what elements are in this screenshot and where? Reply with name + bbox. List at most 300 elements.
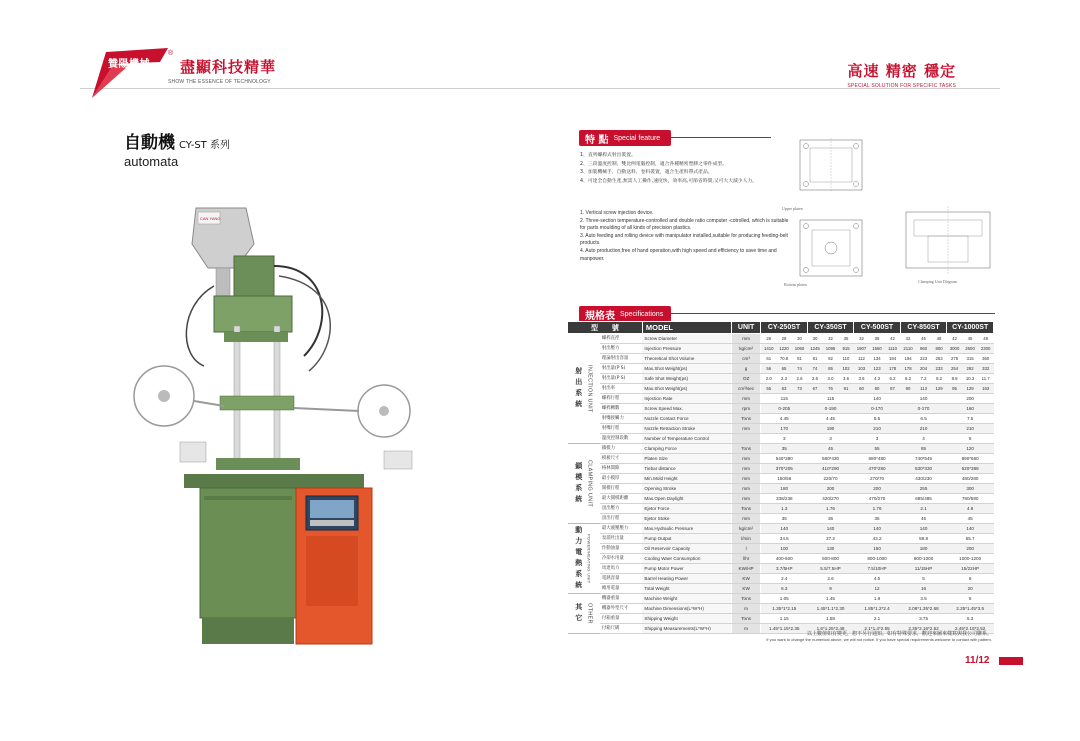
spec-label-en: Opening Stroke bbox=[642, 484, 731, 494]
spec-value: 91 bbox=[838, 384, 854, 394]
spec-value: 1.76 bbox=[854, 504, 901, 514]
spec-label-cn: 泵浦吐出量 bbox=[600, 534, 643, 544]
spec-unit bbox=[731, 434, 760, 444]
page-number-bar bbox=[999, 657, 1023, 665]
spec-row bbox=[568, 334, 994, 344]
spec-value: 150/56 bbox=[761, 474, 808, 484]
spec-value: 7.5 bbox=[947, 414, 994, 424]
spec-value: 200 bbox=[854, 484, 901, 494]
features-tag bbox=[579, 130, 671, 146]
spec-value: 35 bbox=[838, 334, 854, 344]
spec-unit: l/hr bbox=[731, 554, 760, 564]
spec-value: 20 bbox=[947, 584, 994, 594]
spec-label-en: Max.Shot Weight(ps) bbox=[642, 384, 731, 394]
spec-label-en: Pump Motor Power bbox=[642, 564, 731, 574]
spec-value: 55 bbox=[854, 444, 901, 454]
features-tag-cn: 特 點 bbox=[585, 134, 609, 146]
spec-unit: Tons bbox=[731, 594, 760, 604]
spec-value: 76 bbox=[823, 384, 839, 394]
spec-value: 370*205 bbox=[761, 464, 808, 474]
spec-value: 253 bbox=[931, 354, 947, 364]
spec-value: 130 bbox=[807, 544, 854, 554]
spec-value: 5.3 bbox=[947, 614, 994, 624]
spec-unit: m bbox=[731, 624, 760, 634]
spec-value: 420/270 bbox=[807, 494, 854, 504]
spec-value: 1907 bbox=[854, 344, 870, 354]
spec-value: 2600 bbox=[962, 344, 978, 354]
type-header: 型 號 bbox=[568, 322, 643, 334]
spec-value: 2.6 bbox=[807, 574, 854, 584]
spec-value: 56 bbox=[761, 364, 777, 374]
spec-label-en: Nozzle Contact Force bbox=[642, 414, 731, 424]
spec-value: 178 bbox=[885, 364, 901, 374]
spec-row bbox=[568, 604, 994, 614]
spec-value: 210 bbox=[854, 424, 901, 434]
spec-value: 2.6 bbox=[792, 374, 808, 384]
spec-value: 65 bbox=[776, 364, 792, 374]
slogan-en: SPECIAL SOLUTION FOR SPECIFIC TASKS bbox=[847, 83, 956, 89]
spec-value: 1.76 bbox=[807, 504, 854, 514]
spec-value: 800-1000 bbox=[854, 554, 901, 564]
spec-value: 3.0 bbox=[823, 374, 839, 384]
spec-value: 400-600 bbox=[761, 554, 808, 564]
product-title bbox=[124, 128, 230, 169]
spec-row bbox=[568, 474, 994, 484]
spec-value: 178 bbox=[900, 364, 916, 374]
spec-value: 220/70 bbox=[807, 474, 854, 484]
model-header: MODEL bbox=[642, 322, 731, 334]
spec-value: 10.3 bbox=[962, 374, 978, 384]
spec-value: 4.45 bbox=[761, 414, 808, 424]
feature-cn-1: 1、直列螺桿式射出裝置。 bbox=[580, 153, 636, 158]
spec-value: 32 bbox=[823, 334, 839, 344]
brand-logo-text: 贊陽機械 bbox=[108, 59, 150, 70]
spec-value: 170 bbox=[761, 424, 808, 434]
spec-value: 410*290 bbox=[807, 464, 854, 474]
specs-tag-line bbox=[671, 313, 995, 314]
spec-value: 2.35*2.16*2.52 bbox=[900, 624, 947, 634]
spec-value: 204 bbox=[916, 364, 932, 374]
spec-unit: OZ bbox=[731, 374, 760, 384]
spec-value: 42 bbox=[900, 334, 916, 344]
spec-value: 30 bbox=[792, 334, 808, 344]
spec-group-label bbox=[568, 444, 600, 524]
spec-value: 6 bbox=[947, 574, 994, 584]
spec-value: 685/485 bbox=[900, 494, 947, 504]
spec-label-cn: 機器外型尺寸 bbox=[600, 604, 643, 614]
spec-value: 35 bbox=[761, 514, 808, 524]
spec-row bbox=[568, 504, 994, 514]
spec-label-cn: 電熱容量 bbox=[600, 574, 643, 584]
spec-value: 190 bbox=[807, 424, 854, 434]
spec-value: 210 bbox=[900, 424, 947, 434]
registered-mark: ® bbox=[168, 50, 174, 57]
spec-group-label bbox=[568, 334, 600, 444]
spec-value: 35 bbox=[761, 444, 808, 454]
spec-value: 35 bbox=[807, 514, 854, 524]
spec-value: 160 bbox=[947, 404, 994, 414]
spec-value: 129 bbox=[931, 384, 947, 394]
spec-value: 3 bbox=[761, 434, 808, 444]
spec-value: 45 bbox=[962, 334, 978, 344]
spec-label-cn: 射嘴行程 bbox=[600, 424, 643, 434]
spec-value: 134 bbox=[869, 354, 885, 364]
spec-value: 28 bbox=[776, 334, 792, 344]
machine-label: CAN YANG bbox=[200, 216, 221, 221]
machine-illustration bbox=[84, 196, 504, 656]
spec-unit: kg/cm² bbox=[731, 344, 760, 354]
spec-value: 0-170 bbox=[900, 404, 947, 414]
spec-label-en: Screw Speed Max. bbox=[642, 404, 731, 414]
spec-value: 140 bbox=[854, 394, 901, 404]
spec-value: 1560 bbox=[869, 344, 885, 354]
spec-unit: mm bbox=[731, 494, 760, 504]
spec-row bbox=[568, 424, 994, 434]
spec-label-cn: 螺桿轉數 bbox=[600, 404, 643, 414]
spec-value: 1095 bbox=[823, 344, 839, 354]
spec-row bbox=[568, 404, 994, 414]
spec-value: 112 bbox=[854, 354, 870, 364]
feature-en-1: 1. Vertical screw injection device. bbox=[580, 210, 654, 216]
spec-group-label bbox=[568, 594, 600, 634]
brand-tagline-en: SHOW THE ESSENCE OF TECHNOLOGY bbox=[168, 79, 271, 85]
spec-value: 480/280 bbox=[947, 474, 994, 484]
feature-en-3: 3. Auto feeding and rolling device with manipulator installed,suitable for producing feeding-belt products. bbox=[580, 232, 788, 247]
spec-value: 115 bbox=[761, 394, 808, 404]
spec-unit: mm bbox=[731, 514, 760, 524]
spec-value: 2.6 bbox=[807, 374, 823, 384]
spec-value: 180 bbox=[761, 484, 808, 494]
spec-label-cn: 作動油量 bbox=[600, 544, 643, 554]
spec-label-cn: 總用電量 bbox=[600, 584, 643, 594]
spec-unit: mm bbox=[731, 424, 760, 434]
note-cn: 以上數值如有變更，恕不另行通知。如有特殊要求，歡迎來圖來樣寫與我公司聯系。 bbox=[806, 631, 992, 637]
spec-row bbox=[568, 444, 994, 454]
spec-value: 8.2 bbox=[931, 374, 947, 384]
features-list-en bbox=[580, 210, 790, 263]
features-tag-en: Special feature bbox=[613, 134, 661, 142]
spec-value: 4.5 bbox=[854, 574, 901, 584]
spec-value: 470*280 bbox=[854, 464, 901, 474]
spec-value: 1.6*1.25*2.48 bbox=[807, 624, 854, 634]
spec-value: 360 bbox=[978, 354, 994, 364]
spec-row bbox=[568, 594, 994, 604]
spec-label-en: Ejetor Stoke bbox=[642, 514, 731, 524]
spec-group-label bbox=[568, 524, 600, 594]
spec-value: 254 bbox=[947, 364, 963, 374]
spec-value: 43.2 bbox=[854, 534, 901, 544]
spec-unit: mm bbox=[731, 464, 760, 474]
spec-value: 140 bbox=[761, 524, 808, 534]
spec-value: 45 bbox=[807, 444, 854, 454]
features-tag-line bbox=[671, 137, 771, 138]
spec-row bbox=[568, 394, 994, 404]
spec-value: 740*545 bbox=[900, 454, 947, 464]
spec-value: 74 bbox=[807, 364, 823, 374]
spec-value: 32 bbox=[854, 334, 870, 344]
spec-label-en: Theoretical Shot Volume bbox=[642, 354, 731, 364]
spec-value: 2.0 bbox=[761, 374, 777, 384]
spec-value: 45 bbox=[947, 514, 994, 524]
spec-value: 2.1*1.4*2.55 bbox=[854, 624, 901, 634]
spec-value: 2.08*1.35*2.68 bbox=[900, 604, 947, 614]
spec-value: 85 bbox=[900, 444, 947, 454]
spec-value: 2.1 bbox=[854, 614, 901, 624]
spec-value: 6.2 bbox=[900, 374, 916, 384]
spec-value: 0-190 bbox=[807, 404, 854, 414]
spec-row bbox=[568, 384, 994, 394]
spec-value: 48 bbox=[931, 334, 947, 344]
slogan-cn: 高速 精密 穩定 bbox=[847, 62, 956, 80]
spec-value: 87 bbox=[885, 384, 901, 394]
spec-row bbox=[568, 414, 994, 424]
spec-value: 140 bbox=[854, 524, 901, 534]
spec-label-cn: 射出壓力 bbox=[600, 344, 643, 354]
spec-value: 430/230 bbox=[900, 474, 947, 484]
spec-value: 200 bbox=[947, 544, 994, 554]
spec-value: 6.2 bbox=[885, 374, 901, 384]
spec-value: 123 bbox=[869, 364, 885, 374]
spec-value: 180 bbox=[900, 544, 947, 554]
spec-value: 85 bbox=[823, 364, 839, 374]
spec-value: 16 bbox=[900, 584, 947, 594]
unit-header: UNIT bbox=[731, 322, 760, 334]
spec-header-row bbox=[568, 322, 994, 334]
spec-value: 2110 bbox=[900, 344, 916, 354]
spec-value: 90 bbox=[900, 384, 916, 394]
title-cn: 自動機 bbox=[124, 133, 175, 153]
spec-label-cn: 最小模厚 bbox=[600, 474, 643, 484]
spec-value: 45 bbox=[916, 334, 932, 344]
spec-label-cn: 射出率 bbox=[600, 384, 643, 394]
spec-unit: cm³/sec bbox=[731, 384, 760, 394]
spec-value: 140 bbox=[947, 524, 994, 534]
spec-label-cn: 射嘴接觸力 bbox=[600, 414, 643, 424]
spec-value: 45 bbox=[900, 514, 947, 524]
spec-value: 102 bbox=[838, 364, 854, 374]
spec-unit: Tons bbox=[731, 504, 760, 514]
spec-value: 270/70 bbox=[854, 474, 901, 484]
spec-value: 67 bbox=[807, 384, 823, 394]
spec-unit: kg/cm² bbox=[731, 524, 760, 534]
spec-unit: l bbox=[731, 544, 760, 554]
spec-value: 92 bbox=[823, 354, 839, 364]
spec-value: 2.3 bbox=[776, 374, 792, 384]
spec-row bbox=[568, 564, 994, 574]
spec-group-en: OTHER bbox=[586, 603, 593, 624]
spec-label-cn: 鎖模力 bbox=[600, 444, 643, 454]
spec-value: 3 bbox=[854, 434, 901, 444]
spec-value: 5 bbox=[947, 434, 994, 444]
spec-label-en: Max.Shot Weight(ps) bbox=[642, 364, 731, 374]
spec-value: 60 bbox=[854, 384, 870, 394]
spec-value: 5 bbox=[947, 594, 994, 604]
feature-cn-4: 4、可達全自動生產,無需人工操作,速度快，效率高,可節省時間,又可大大減少人力。 bbox=[580, 178, 758, 184]
spec-value: 2300 bbox=[978, 344, 994, 354]
spec-row bbox=[568, 454, 994, 464]
spec-value: 780/580 bbox=[947, 494, 994, 504]
spec-value: 4.8 bbox=[947, 504, 994, 514]
spec-group-cn: 射出系統 bbox=[574, 366, 583, 411]
spec-value: 1220 bbox=[776, 344, 792, 354]
spec-value: 470/270 bbox=[854, 494, 901, 504]
feature-cn-2: 2、三段溫度控制，雙比例電腦控制，適合各種精密塑膠之零件成型。 bbox=[580, 161, 727, 167]
spec-value: 11/15HP bbox=[900, 564, 947, 574]
spec-value: 81 bbox=[807, 354, 823, 364]
spec-value: 37.2 bbox=[807, 534, 854, 544]
spec-label-cn: 螺桿直徑 bbox=[600, 334, 643, 344]
spec-row bbox=[568, 524, 994, 534]
brand-header bbox=[88, 48, 308, 98]
spec-value: 0-205 bbox=[761, 404, 808, 414]
spec-value: 3.7/5HP bbox=[761, 564, 808, 574]
spec-label-en: Machine Weight bbox=[642, 594, 731, 604]
spec-label-cn: 溫度控制段數 bbox=[600, 434, 643, 444]
spec-value: 1.85*1.2*2.4 bbox=[854, 604, 901, 614]
spec-value: 194 bbox=[900, 354, 916, 364]
specs-tag-en: Specifications bbox=[620, 310, 664, 318]
title-series: CY-ST 系列 bbox=[179, 140, 230, 151]
spec-unit: mm bbox=[731, 454, 760, 464]
spec-value: 150 bbox=[854, 544, 901, 554]
spec-row bbox=[568, 584, 994, 594]
spec-unit: Tons bbox=[731, 414, 760, 424]
spec-value: 1245 bbox=[807, 344, 823, 354]
spec-value: 60 bbox=[869, 384, 885, 394]
spec-unit: mm bbox=[731, 484, 760, 494]
features-list-cn bbox=[580, 152, 780, 186]
spec-value: 81 bbox=[792, 354, 808, 364]
title-cn-line bbox=[124, 128, 230, 153]
spec-label-cn: 射出量(P S) bbox=[600, 374, 643, 384]
spec-row bbox=[568, 364, 994, 374]
spec-label-cn: 射出量(P S) bbox=[600, 364, 643, 374]
spec-value: 30 bbox=[807, 334, 823, 344]
model-col-header: CY-1000ST bbox=[947, 322, 994, 334]
spec-label-cn: 頂出行程 bbox=[600, 514, 643, 524]
technical-drawings bbox=[778, 134, 1008, 294]
upper-platen-drawing bbox=[800, 138, 862, 192]
feature-cn-3: 3、加裝機械手，自動送料，卷料裝置，適合生產料帶式產品。 bbox=[580, 170, 713, 176]
spec-value: 120 bbox=[947, 444, 994, 454]
spec-value: 540*380 bbox=[761, 454, 808, 464]
spec-value: 890*660 bbox=[947, 454, 994, 464]
spec-value: 7.5/10HP bbox=[854, 564, 901, 574]
spec-value: 6.5 bbox=[900, 414, 947, 424]
spec-value: 7.2 bbox=[916, 374, 932, 384]
spec-label-en: Clamping Force bbox=[642, 444, 731, 454]
spec-value: 200 bbox=[807, 484, 854, 494]
spec-value: 1.9 bbox=[854, 594, 901, 604]
spec-value: 620*388 bbox=[947, 464, 994, 474]
spec-value: 0-170 bbox=[854, 404, 901, 414]
spec-label-en: Nozzle Retraction Stroke bbox=[642, 424, 731, 434]
spec-value: 34.5 bbox=[761, 534, 808, 544]
spec-group-en: POWER/HEATING UNIT bbox=[586, 533, 592, 584]
spec-label-cn: 最大液壓壓力 bbox=[600, 524, 643, 534]
spec-row bbox=[568, 534, 994, 544]
spec-value: 61 bbox=[761, 354, 777, 364]
model-col-header: CY-500ST bbox=[854, 322, 901, 334]
spec-label-cn: 最大開模距離 bbox=[600, 494, 643, 504]
spec-value: 600-800 bbox=[807, 554, 854, 564]
spec-value: 103 bbox=[854, 364, 870, 374]
spec-value: 6.3 bbox=[761, 584, 808, 594]
spec-label-cn: 理論射出容量 bbox=[600, 354, 643, 364]
spec-value: 113 bbox=[916, 384, 932, 394]
spec-value: 1.45 bbox=[807, 594, 854, 604]
spec-label-en: Shipping Weight bbox=[642, 614, 731, 624]
spec-label-en: Max.Open Daylight bbox=[642, 494, 731, 504]
spec-unit: cm³ bbox=[731, 354, 760, 364]
spec-value: 2.25*1.45*3.5 bbox=[947, 604, 994, 614]
spec-label-en: Tiebar distance bbox=[642, 464, 731, 474]
spec-row bbox=[568, 554, 994, 564]
spec-value: 960 bbox=[916, 344, 932, 354]
spec-group-cn: 鎖模系統 bbox=[574, 461, 583, 506]
spec-label-en: Pump Output bbox=[642, 534, 731, 544]
spec-value: 163 bbox=[978, 384, 994, 394]
spec-value: 1.45*1.15*2.35 bbox=[761, 624, 808, 634]
spec-row bbox=[568, 434, 994, 444]
spec-label-en: Injection Rate bbox=[642, 394, 731, 404]
spec-value: 15/22HP bbox=[947, 564, 994, 574]
spec-value: 1000-1200 bbox=[947, 554, 994, 564]
spec-value: 800 bbox=[931, 344, 947, 354]
spec-value: 3000 bbox=[947, 344, 963, 354]
spec-unit: mm bbox=[731, 394, 760, 404]
spec-unit: Tons bbox=[731, 614, 760, 624]
spec-value: 1410 bbox=[761, 344, 777, 354]
spec-value: 255 bbox=[900, 484, 947, 494]
spec-unit: g bbox=[731, 364, 760, 374]
spec-row bbox=[568, 354, 994, 364]
spec-value: 1.05 bbox=[761, 594, 808, 604]
spec-value: 1110 bbox=[885, 344, 901, 354]
spec-value: 100 bbox=[761, 544, 808, 554]
spec-value: 3.6 bbox=[854, 374, 870, 384]
spec-value: 300 bbox=[947, 484, 994, 494]
spec-label-cn: 付箱尺碼 bbox=[600, 624, 643, 634]
spec-label-en: Oil Reservoir Capacity bbox=[642, 544, 731, 554]
spec-value: 140 bbox=[807, 524, 854, 534]
feature-en-2: 2. Three-section temperature-controlled and double ratio computer -cotrolled, which is suitable for parts moulding of all kinds of precision plastics. bbox=[580, 217, 789, 232]
spec-value: 35 bbox=[854, 514, 901, 524]
spec-label-en: Shipping Measurements(L*W*H) bbox=[642, 624, 731, 634]
bottom-platen-drawing bbox=[800, 220, 862, 276]
spec-value: 5 bbox=[900, 574, 947, 584]
spec-group-en: INJECTION UNIT bbox=[586, 364, 593, 413]
specs-tag-cn: 規格表 bbox=[585, 310, 615, 322]
spec-value: 74 bbox=[792, 364, 808, 374]
spec-value: 223 bbox=[916, 354, 932, 364]
spec-unit: Tons bbox=[731, 444, 760, 454]
spec-value: 11.7 bbox=[978, 374, 994, 384]
spec-label-cn: 螺桿行程 bbox=[600, 394, 643, 404]
spec-value: 5.5 bbox=[854, 414, 901, 424]
spec-label-cn: 付箱重量 bbox=[600, 614, 643, 624]
spec-unit: rpm bbox=[731, 404, 760, 414]
spec-unit: KW/HP bbox=[731, 564, 760, 574]
clamping-caption: Clamping Unit Diagram bbox=[918, 279, 957, 284]
spec-value: 3.6 bbox=[838, 374, 854, 384]
spec-label-en: Ejetor Force bbox=[642, 504, 731, 514]
spec-value: 2.1 bbox=[900, 504, 947, 514]
spec-value: 3.75 bbox=[900, 614, 947, 624]
spec-value: 680*480 bbox=[854, 454, 901, 464]
spec-value: 5.5/7.5HP bbox=[807, 564, 854, 574]
spec-value: 530*330 bbox=[900, 464, 947, 474]
